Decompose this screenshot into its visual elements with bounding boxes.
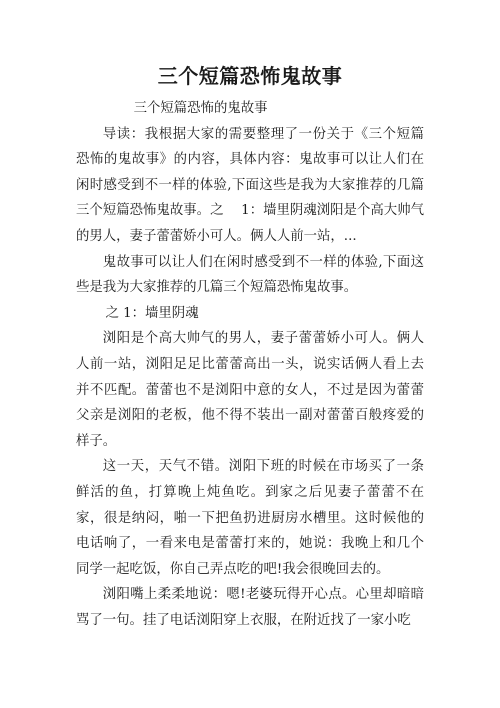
intro-paragraph: 导读：我根据大家的需要整理了一份关于《三个短篇恐怖的鬼故事》的内容，具体内容：鬼故事可以让人们在闲时感受到不一样的体验,下面这些是我为大家推荐的几篇三个短篇恐怖鬼故事。之 1：墙里阴魂浏阳是个高大帅气的男人，妻子蕾蕾娇小可人。俩人人前一站，... [76,126,424,244]
body-paragraph: 鬼故事可以让人们在闲时感受到不一样的体验,下面这些是我为大家推荐的几篇三个短篇恐怖鬼故事。 [76,254,424,296]
body-paragraph: 这一天，天气不错。浏阳下班的时候在市场买了一条鲜活的鱼，打算晚上炖鱼吃。到家之后见妻子蕾蕾不在家，很是纳闷，啪一下把鱼扔进厨房水槽里。这时候他的电话响了，一看来电是蕾蕾打来的，她说：我晚上和几个同学一起吃饭，你自己弄点吃的吧!我会很晚回去的。 [76,459,424,577]
body-paragraph: 浏阳是个高大帅气的男人，妻子蕾蕾娇小可人。俩人人前一站，浏阳足足比蕾蕾高出一头，说实话俩人看上去并不匹配。蕾蕾也不是浏阳中意的女人，不过是因为蕾蕾父亲是浏阳的老板，他不得不装出一副对蕾蕾百般疼爱的样子。 [76,331,424,449]
document-title: 三个短篇恐怖鬼故事 [157,64,343,88]
document-body [76,96,424,633]
subtitle-paragraph: 三个短篇恐怖的鬼故事 [133,101,268,116]
section-heading: 之 1：墙里阴魂 [105,305,199,321]
body-paragraph: 浏阳嘴上柔柔地说：嗯!老婆玩得开心点。心里却暗暗骂了一句。挂了电话浏阳穿上衣服，在附近找了一家小吃 [76,587,424,628]
